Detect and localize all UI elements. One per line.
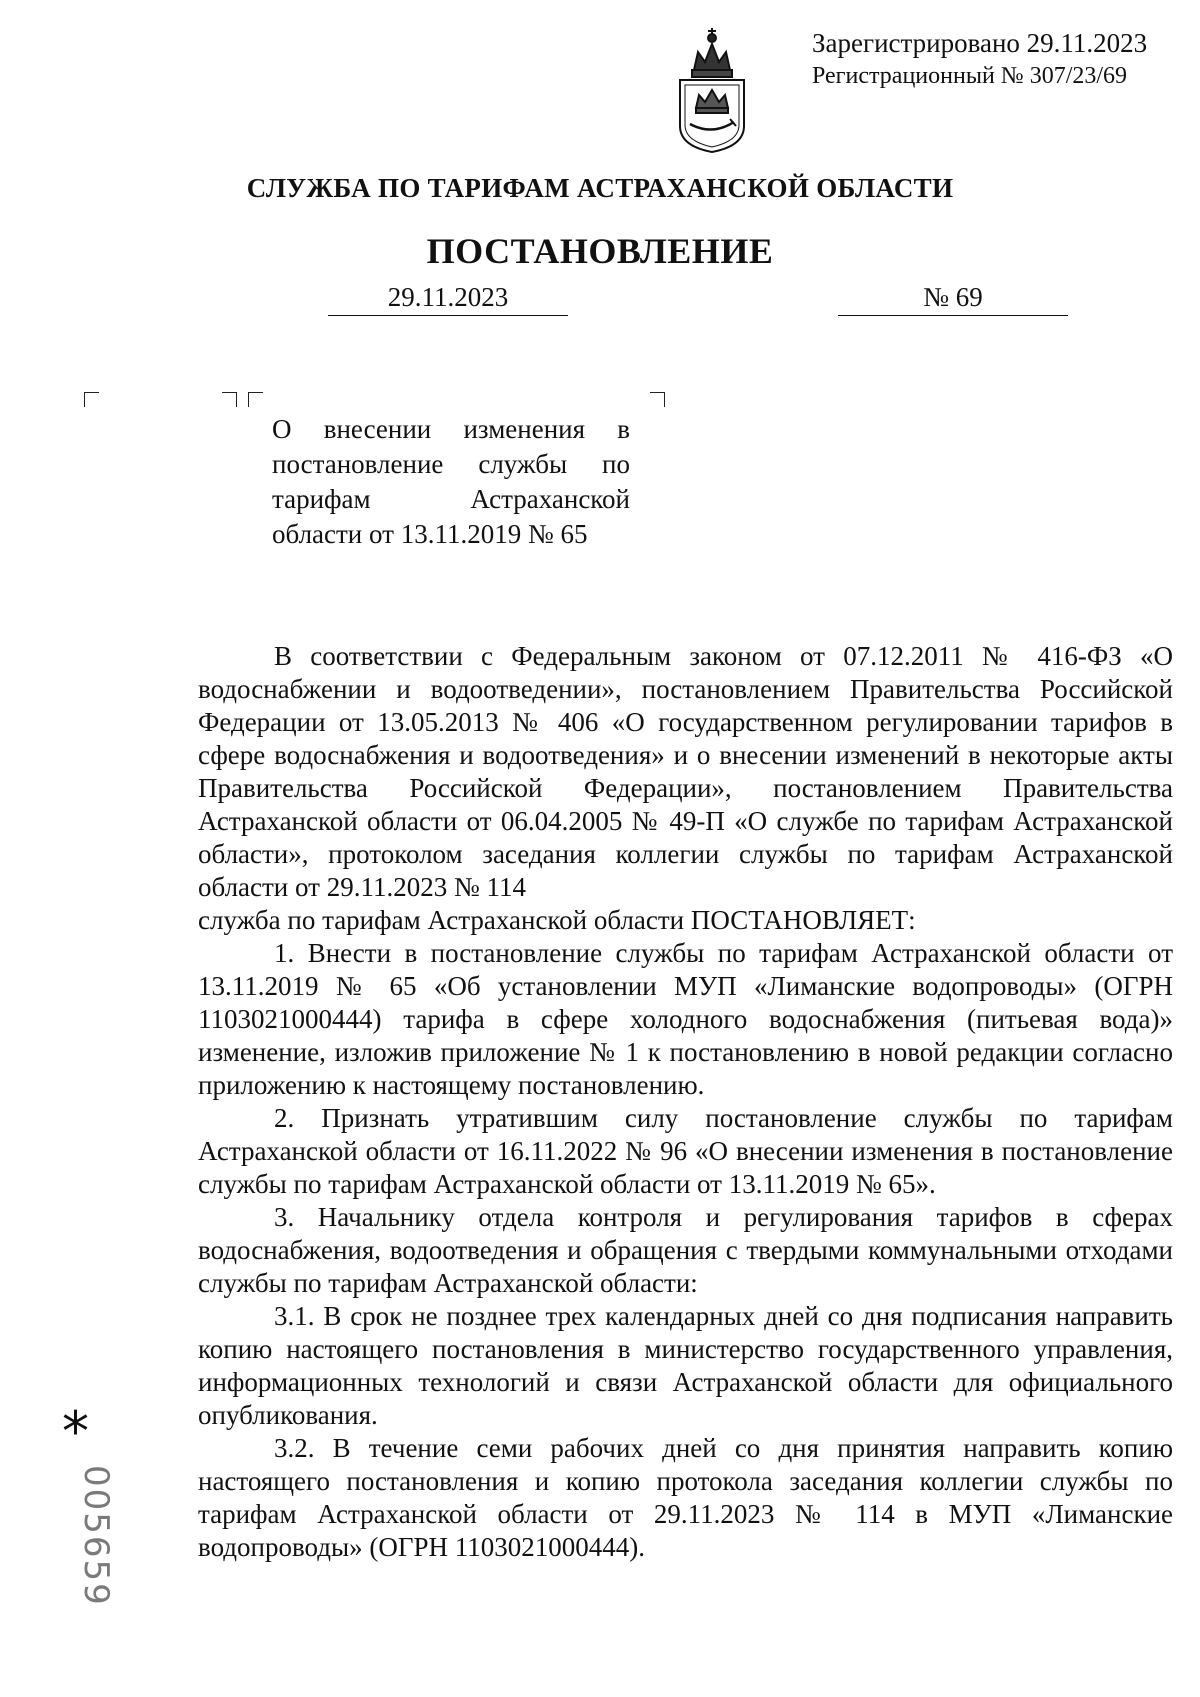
registration-date: Зарегистрировано 29.11.2023 bbox=[812, 28, 1148, 58]
document-number: № 69 bbox=[838, 282, 1068, 316]
corner-mark-left bbox=[84, 392, 99, 407]
corner-mark-subject-end bbox=[650, 392, 665, 407]
corner-mark-subject-start bbox=[248, 392, 263, 407]
stamp-number: 005659 bbox=[76, 1465, 116, 1607]
registration-number: Регистрационный № 307/23/69 bbox=[812, 63, 1128, 89]
organization-name: СЛУЖБА ПО ТАРИФАМ АСТРАХАНСКОЙ ОБЛАСТИ bbox=[246, 173, 954, 203]
document-subject: О внесении изменения в постановление службы по тарифам Астраханской области от 13.11.2019 № 65 bbox=[272, 414, 630, 549]
corner-mark-left-end bbox=[222, 392, 237, 407]
item-1: 1. Внести в постановление службы по тарифам Астраханской области от 13.11.2019 № 65 «Об установлении МУП «Лиманские водопроводы» (ОГРН 1103021000444) тарифа в сфере холодного водоснабжения (питьевая вода)» изменение, изложив приложение № 1 к постановлению в новой редакции согласно приложению к настоящему постановлению. bbox=[198, 938, 1173, 1100]
preamble-paragraph: В соответствии с Федеральным законом от 07.12.2011 № 416-ФЗ «О водоснабжении и водоотведении», постановлением Правительства Российской Федерации от 13.05.2013 № 406 «О государственном регулировании тарифов в сфере водоснабжения и водоотведения» и о внесении изменений в некоторые акты Правительства Российской Федерации», постановлением Правительства Астраханской области от 06.04.2005 № 49-П «О службе по тарифам Астраханской области», протоколом заседания коллегии службы по тарифам Астраханской области от 29.11.2023 № 114 bbox=[198, 641, 1173, 902]
item-3: 3. Начальнику отдела контроля и регулирования тарифов в сферах водоснабжения, водоотведения и обращения с твердыми коммунальными отходами службы по тарифам Астраханской области: bbox=[198, 1202, 1173, 1298]
item-2: 2. Признать утратившим силу постановление службы по тарифам Астраханской области от 16.11.2022 № 96 «О внесении изменения в постановление службы по тарифам Астраханской области от 13.11.2019 № 65». bbox=[198, 1103, 1173, 1199]
item-3-2: 3.2. В течение семи рабочих дней со дня принятия направить копию настоящего постановления и копию протокола заседания коллегии службы по тарифам Астраханской области от 29.11.2023 № 114 в МУП «Лиманские водопроводы» (ОГРН 1103021000444). bbox=[198, 1433, 1173, 1562]
document-body bbox=[198, 640, 1173, 1564]
decree-line: служба по тарифам Астраханской области ПОСТАНОВЛЯЕТ: bbox=[198, 905, 916, 935]
astrakhan-coat-of-arms-icon bbox=[672, 22, 752, 154]
asterisk-mark: * bbox=[62, 1400, 89, 1463]
document-type-title: ПОСТАНОВЛЕНИЕ bbox=[426, 231, 774, 271]
item-3-1: 3.1. В срок не позднее трех календарных дней со дня подписания направить копию настоящего постановления в министерство государственного управления, информационных технологий и связи Астраханской области для официального опубликования. bbox=[198, 1301, 1173, 1430]
document-date: 29.11.2023 bbox=[328, 282, 568, 316]
